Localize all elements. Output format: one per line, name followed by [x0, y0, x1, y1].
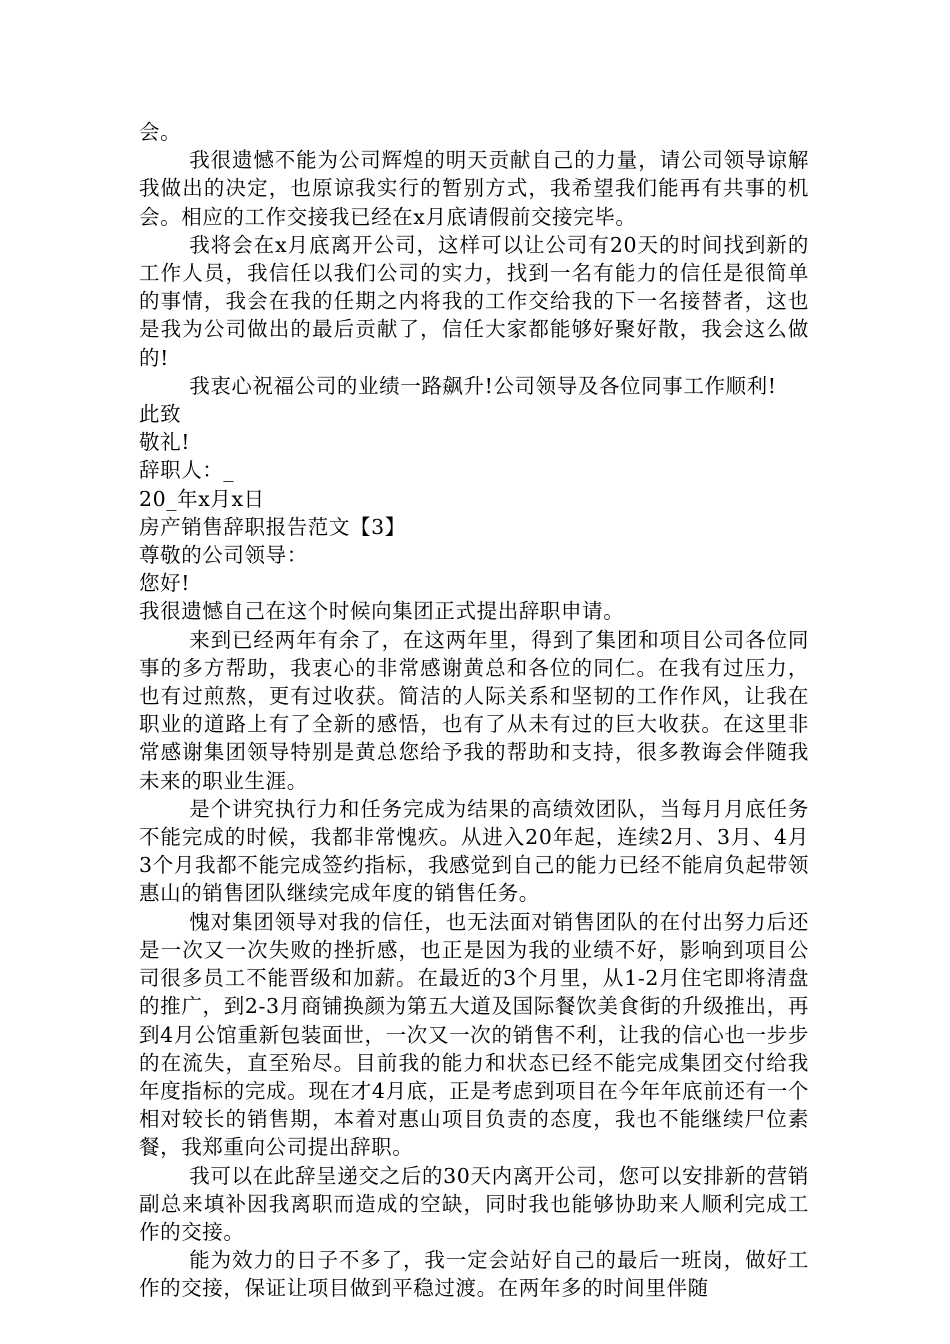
section-title: 房产销售辞职报告范文【3】 — [139, 514, 406, 539]
paragraph-two-years: 来到已经两年有余了，在这两年里，得到了集团和项目公司各位同事的多方帮助，我衷心的非常感谢黄总和各位的同仁。在我有过压力，也有过煎熬，更有过收获。简洁的人际关系和坚韧的工作作风，让我在职业的道路上有了全新的感悟，也有了从未有过的巨大收获。在这里非常感谢集团领导特别是黄总您给予我的帮助和支持，很多教诲会伴随我未来的职业生涯。 — [139, 627, 809, 793]
paragraph-blessing: 我衷心祝福公司的业绩一路飙升!公司领导及各位同事工作顺利! — [189, 373, 777, 398]
date-line: 20_年x月x日 — [139, 486, 265, 511]
paragraph-intro: 我很遗憾自己在这个时候向集团正式提出辞职申请。 — [139, 599, 625, 624]
letter-addressee: 尊敬的公司领导： — [139, 543, 308, 568]
paragraph-handover-30-days: 我可以在此辞呈递交之后的30天内离开公司，您可以安排新的营销副总来填补因我离职而造成的空缺，同时我也能够协助来人顺利完成工作的交接。 — [139, 1163, 809, 1244]
paragraph-apology: 愧对集团领导对我的信任，也无法面对销售团队的在付出努力后还是一次又一次失败的挫折感，也正是因为我的业绩不好，影响到项目公司很多员工不能晋级和加薪。在最近的3个月里，从1-2月住宅即将清盘的推广，到2-3月商铺换颜为第五大道及国际餐饮美食街的升级推出，再到4月公馆重新包装面世，一次又一次的销售不利，让我的信心也一步步的在流失，直至殆尽。目前我的能力和状态已经不能完成集团交付给我年度指标的完成。现在才4月底，正是考虑到项目在今年年底前还有一个相对较长的销售期，本着对惠山项目负责的态度，我也不能继续尸位素餐，我郑重向公司提出辞职。 — [139, 909, 809, 1160]
closing-regards: 敬礼! — [139, 430, 191, 455]
paragraph-performance-team: 是个讲究执行力和任务完成为结果的高绩效团队，当每月月底任务不能完成的时候，我都非常愧疚。从进入20年起，连续2月、3月、4月3个月我都不能完成签约指标，我感觉到自己的能力已经不能肩负起带领惠山的销售团队继续完成年度的销售任务。 — [139, 796, 809, 906]
paragraph-last-post: 能为效力的日子不多了，我一定会站好自己的最后一班岗，做好工作的交接，保证让项目做到平稳过渡。在两年多的时间里伴随 — [139, 1248, 809, 1301]
signature-line: 辞职人：_ — [139, 458, 235, 483]
paragraph-leaving-date: 我将会在x月底离开公司，这样可以让公司有20天的时间找到新的工作人员，我信任以我们公司的实力，找到一名有能力的信任是很简单的事情，我会在我的任期之内将我的工作交给我的下一名接替者，这也是我为公司做出的最后贡献了，信任大家都能够好聚好散，我会这么做的! — [139, 232, 809, 370]
document-body — [139, 118, 809, 1303]
letter-greeting: 您好! — [139, 571, 191, 596]
paragraph-continuation: 会。 — [139, 120, 182, 144]
paragraph-regret: 我很遗憾不能为公司辉煌的明天贡献自己的力量，请公司领导谅解我做出的决定，也原谅我实行的暂别方式，我希望我们能再有共事的机会。相应的工作交接我已经在x月底请假前交接完毕。 — [139, 148, 809, 229]
closing-salutation: 此致 — [139, 402, 182, 427]
